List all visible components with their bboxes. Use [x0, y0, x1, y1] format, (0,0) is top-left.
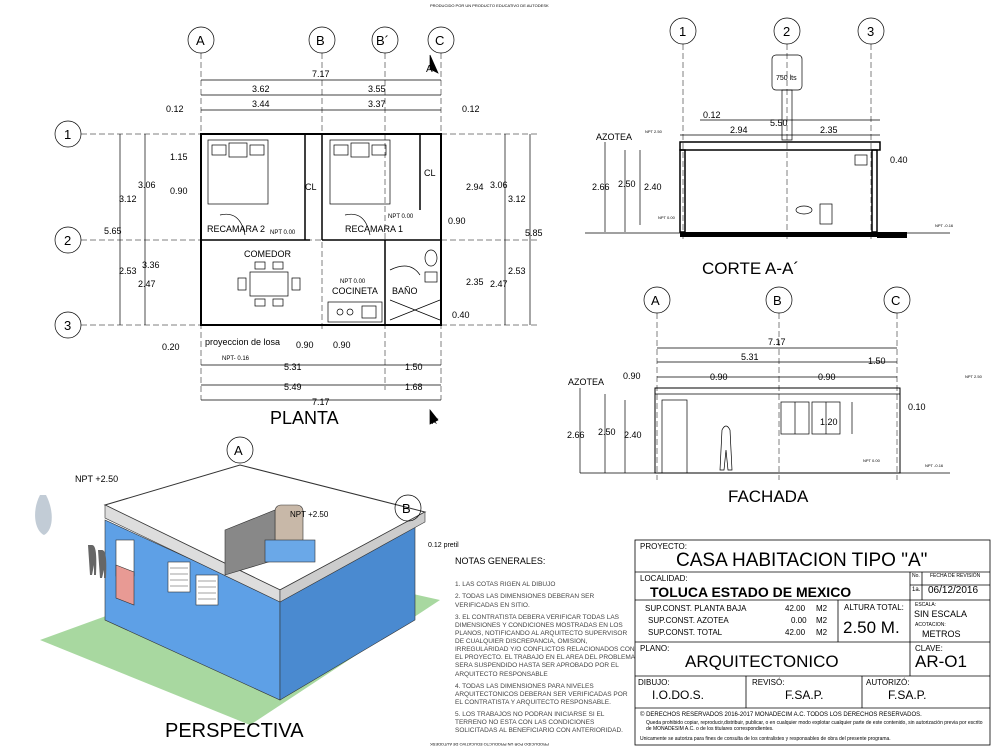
- npt-label-4: NPT- 0.16: [222, 356, 250, 362]
- section-dim-h1: 2.66: [592, 182, 610, 192]
- npt-label-2: NPT 0.00: [388, 214, 414, 220]
- section-axis-2: 2: [783, 24, 791, 39]
- dim-left-d: 3.36: [142, 260, 160, 270]
- room-bano: BAÑO: [392, 286, 418, 296]
- plano-value: ARQUITECTONICO: [685, 652, 839, 671]
- autorizo-value: F.SA.P.: [888, 688, 927, 702]
- note-item: 3. EL CONTRATISTA DEBERA VERIFICAR TODAS LAS DIMENSIONES Y CONDICIONES MOSTRADAS EN LOS PLANOS, NOTIFICANDO AL ARQUITECTO SUPERVISOR DE CUALQUIER DISCREPANCIA, OMISION, IRREGULARIDAD Y/O CONFLICTOS RELACIONADOS CON EL PROYECTO. EL TRABAJO EN EL AREA DEL PROBLEMA SERA SUSPENDIDO HASTA SER APROBADO POR EL ARQUITECTO RESPONSABLE: [455, 613, 635, 678]
- section-mark-top: A: [426, 64, 433, 75]
- axis-label-2: 2: [64, 233, 72, 248]
- dim-right-e: 0.90: [448, 216, 466, 226]
- dim-inner-a: 3.44: [252, 99, 270, 109]
- dim-wall-r: 0.12: [462, 104, 480, 114]
- note-item: 1. LAS COTAS RIGEN AL DIBUJO: [455, 581, 556, 589]
- sup-row-2-label: SUP.CONST. TOTAL: [648, 628, 723, 637]
- facade-dim-total: 7.17: [768, 337, 786, 347]
- dim-bot-3: 5.49: [284, 382, 302, 392]
- room-cl-2: CL: [424, 168, 436, 178]
- dim-bot-6: 0.90: [296, 340, 314, 350]
- dim-top-b: 3.55: [368, 84, 386, 94]
- facade-dim-h4: 1.20: [820, 417, 838, 427]
- acot-label: ACOTACION:: [915, 622, 946, 628]
- section-axis-1: 1: [679, 24, 687, 39]
- sup-row-0-value: 42.00: [785, 604, 806, 613]
- dim-left-total: 5.65: [104, 226, 122, 236]
- facade-dim-w3: 0.90: [818, 372, 836, 382]
- clave-value: AR-O1: [915, 652, 967, 671]
- sup-row-1-value: 0.00: [791, 616, 807, 625]
- altura-value: 2.50 M.: [843, 618, 900, 637]
- localidad-label: LOCALIDAD:: [640, 574, 688, 583]
- dim-bot-4: 1.68: [405, 382, 423, 392]
- escala-label: ESCALA:: [915, 602, 937, 608]
- plano-label: PLANO:: [640, 644, 670, 653]
- facade-npt-016: NPT -0.16: [925, 463, 944, 468]
- section-title: CORTE A-A´: [702, 259, 799, 278]
- facade-dim-w1: 0.90: [623, 371, 641, 381]
- section-npt-250: NPT 2.50: [645, 129, 662, 134]
- npt-label-1: NPT 0.00: [270, 230, 296, 236]
- sup-row-1-unit: M2: [816, 616, 828, 625]
- facade-npt-250: NPT 2.50: [965, 374, 982, 379]
- proyeccion-label: proyeccion de losa: [205, 337, 281, 347]
- facade-dim-d2: 1.50: [868, 356, 886, 366]
- note-item: 2. TODAS LAS DIMENSIONES DEBERAN SER VERIFICADAS EN SITIO.: [455, 593, 595, 609]
- note-item: 5. LOS TRABAJOS NO PODRAN INICIARSE SI EL TERRENO NO ESTA CON LAS CONDICIONES SOLICITADAS AL BENEFICIARIO CON ANTERIORIDAD.: [455, 711, 623, 735]
- altura-label: ALTURA TOTAL:: [844, 603, 904, 612]
- dim-right-h: 0.40: [452, 310, 470, 320]
- dim-wall-l: 0.12: [166, 104, 184, 114]
- persp-title: PERSPECTIVA: [165, 720, 304, 742]
- sup-row-1-label: SUP.CONST. AZOTEA: [648, 616, 729, 625]
- axis-label-C: C: [435, 33, 445, 48]
- sup-row-0-label: SUP.CONST. PLANTA BAJA: [645, 604, 747, 613]
- dibujo-label: DIBUJO:: [638, 678, 670, 687]
- room-comedor: COMEDOR: [244, 249, 291, 259]
- axis-label-B: B: [316, 33, 325, 48]
- facade-title: FACHADA: [728, 487, 809, 506]
- proyecto-label: PROYECTO:: [640, 542, 687, 551]
- reviso-value: F.SA.P.: [785, 688, 824, 702]
- dim-left-f: 1.15: [170, 152, 188, 162]
- plan-title: PLANTA: [270, 408, 339, 428]
- facade-dim-h3: 2.40: [624, 430, 642, 440]
- section-dim-h2: 2.50: [618, 179, 636, 189]
- section-axis-3: 3: [867, 24, 875, 39]
- axis-label-Bp: B´: [376, 33, 389, 48]
- room-recamara1: RECAMARA 1: [345, 224, 404, 234]
- dim-right-g: 2.47: [490, 279, 508, 289]
- section-dim-d1: 0.12: [703, 110, 721, 120]
- tank-label: 750 lts: [776, 75, 797, 82]
- autorizo-label: AUTORIZÓ:: [866, 678, 910, 687]
- axis-label-1: 1: [64, 127, 72, 142]
- rev-no-label: No.: [912, 573, 920, 579]
- dim-right-a: 3.12: [508, 194, 526, 204]
- room-recamara2: RECAMARA 2: [207, 224, 266, 234]
- edu-banner-bottom: PRODUCIDO POR UN PRODUCTO EDUCATIVO DE AUTODESK: [430, 742, 549, 747]
- facade-axis-B: B: [773, 293, 782, 308]
- copyright-text-2: Queda prohibido copiar, reproducir,distribuir, publicar, o en cualquier modo explotar cualquier parte de este contenido, sin autorización previa por escrito de MONADESIM A.C. o de los titulares correspondientes.: [646, 720, 983, 732]
- persp-npt: NPT +2.50: [75, 474, 119, 484]
- dim-bot-1: 5.31: [284, 362, 302, 372]
- section-dim-h3: 2.40: [644, 182, 662, 192]
- dim-bot-5: 7.17: [312, 397, 330, 407]
- facade-npt-000: NPT 0.00: [863, 458, 880, 463]
- dim-left-c: 3.06: [138, 180, 156, 190]
- axis-label-A: A: [196, 33, 205, 48]
- room-cl-1: CL: [305, 182, 317, 192]
- persp-axis-B: B: [402, 501, 411, 516]
- dim-left-b: 2.53: [119, 266, 137, 276]
- sup-row-0-unit: M2: [816, 604, 828, 613]
- dim-right-d: 3.06: [490, 180, 508, 190]
- dim-bot-2: 1.50: [405, 362, 423, 372]
- sup-row-2-unit: M2: [816, 628, 828, 637]
- dim-right-f: 2.35: [466, 277, 484, 287]
- edu-banner-top: PRODUCIDO POR UN PRODUCTO EDUCATIVO DE AUTODESK: [430, 3, 549, 8]
- dim-bot-8: 0.20: [162, 342, 180, 352]
- facade-dim-h1: 2.66: [567, 430, 585, 440]
- dim-left-g: 0.90: [170, 186, 188, 196]
- acot-value: METROS: [922, 629, 961, 639]
- dim-top-a: 3.62: [252, 84, 270, 94]
- facade-axis-C: C: [891, 293, 901, 308]
- facade-dim-h5: 0.10: [908, 402, 926, 412]
- facade-azotea: AZOTEA: [568, 377, 605, 387]
- dim-right-c: 2.94: [466, 182, 484, 192]
- proyecto-value: CASA HABITACION TIPO "A": [676, 550, 928, 571]
- axis-label-3: 3: [64, 318, 72, 333]
- dim-right-total: 5.85: [525, 228, 543, 238]
- copyright-text: © DERECHOS RESERVADOS 2016-2017 MONADECIM A.C. TODOS LOS DERECHOS RESERVADOS.: [640, 712, 922, 718]
- dim-left-a: 3.12: [119, 194, 137, 204]
- general-notes: [455, 556, 635, 739]
- dim-bot-7: 0.90: [333, 340, 351, 350]
- section-npt-016: NPT -0.16: [935, 223, 954, 228]
- notes-title: NOTAS GENERALES:: [455, 556, 546, 566]
- facade-dim-h2: 2.50: [598, 427, 616, 437]
- persp-axis-A: A: [234, 443, 243, 458]
- room-cocineta: COCINETA: [332, 286, 378, 296]
- dim-inner-b: 3.37: [368, 99, 386, 109]
- section-npt-000: NPT 0.00: [658, 215, 675, 220]
- facade-dim-w2: 0.90: [710, 372, 728, 382]
- fecha-label: FECHA DE REVISIÓN: [930, 573, 981, 579]
- dibujo-value: I.O.DO.S.: [652, 688, 705, 702]
- clave-label: CLAVE:: [915, 644, 943, 653]
- section-dim-d3: 2.94: [730, 125, 748, 135]
- persp-npt2: NPT +2.50: [290, 510, 329, 519]
- dim-left-e: 2.47: [138, 279, 156, 289]
- note-item: 4. TODAS LAS DIMENSIONES PARA NIVELES ARQUITECTONICOS DEBERAN SER VERIFICADAS POR EL CONTRATISTA Y ARQUITECTO RESPONSABLE.: [455, 682, 628, 706]
- npt-label-3: NPT 0.00: [340, 279, 366, 285]
- section-azotea: AZOTEA: [596, 132, 633, 142]
- escala-value: SIN ESCALA: [914, 609, 968, 619]
- section-mark-bottom: A´: [432, 419, 439, 426]
- section-dim-d4: 2.35: [820, 125, 838, 135]
- reviso-label: REVISÓ:: [752, 678, 785, 687]
- section-dim-d2: 5.50: [770, 118, 788, 128]
- dim-total-top: 7.17: [312, 69, 330, 79]
- localidad-value: TOLUCA ESTADO DE MEXICO: [650, 584, 852, 600]
- fecha-value: 06/12/2016: [928, 585, 979, 596]
- copyright-text-3: Unicamente se autoriza para fines de consulta de los contralistes y responsables de obra del presente programa.: [640, 736, 891, 742]
- persp-pretil: 0.12 pretil: [428, 542, 459, 549]
- dim-right-b: 2.53: [508, 266, 526, 276]
- section-dim-h4: 0.40: [890, 155, 908, 165]
- facade-dim-d1: 5.31: [741, 352, 759, 362]
- rev-no-value: 1a.: [912, 587, 921, 593]
- sup-row-2-value: 42.00: [785, 628, 806, 637]
- facade-axis-A: A: [651, 293, 660, 308]
